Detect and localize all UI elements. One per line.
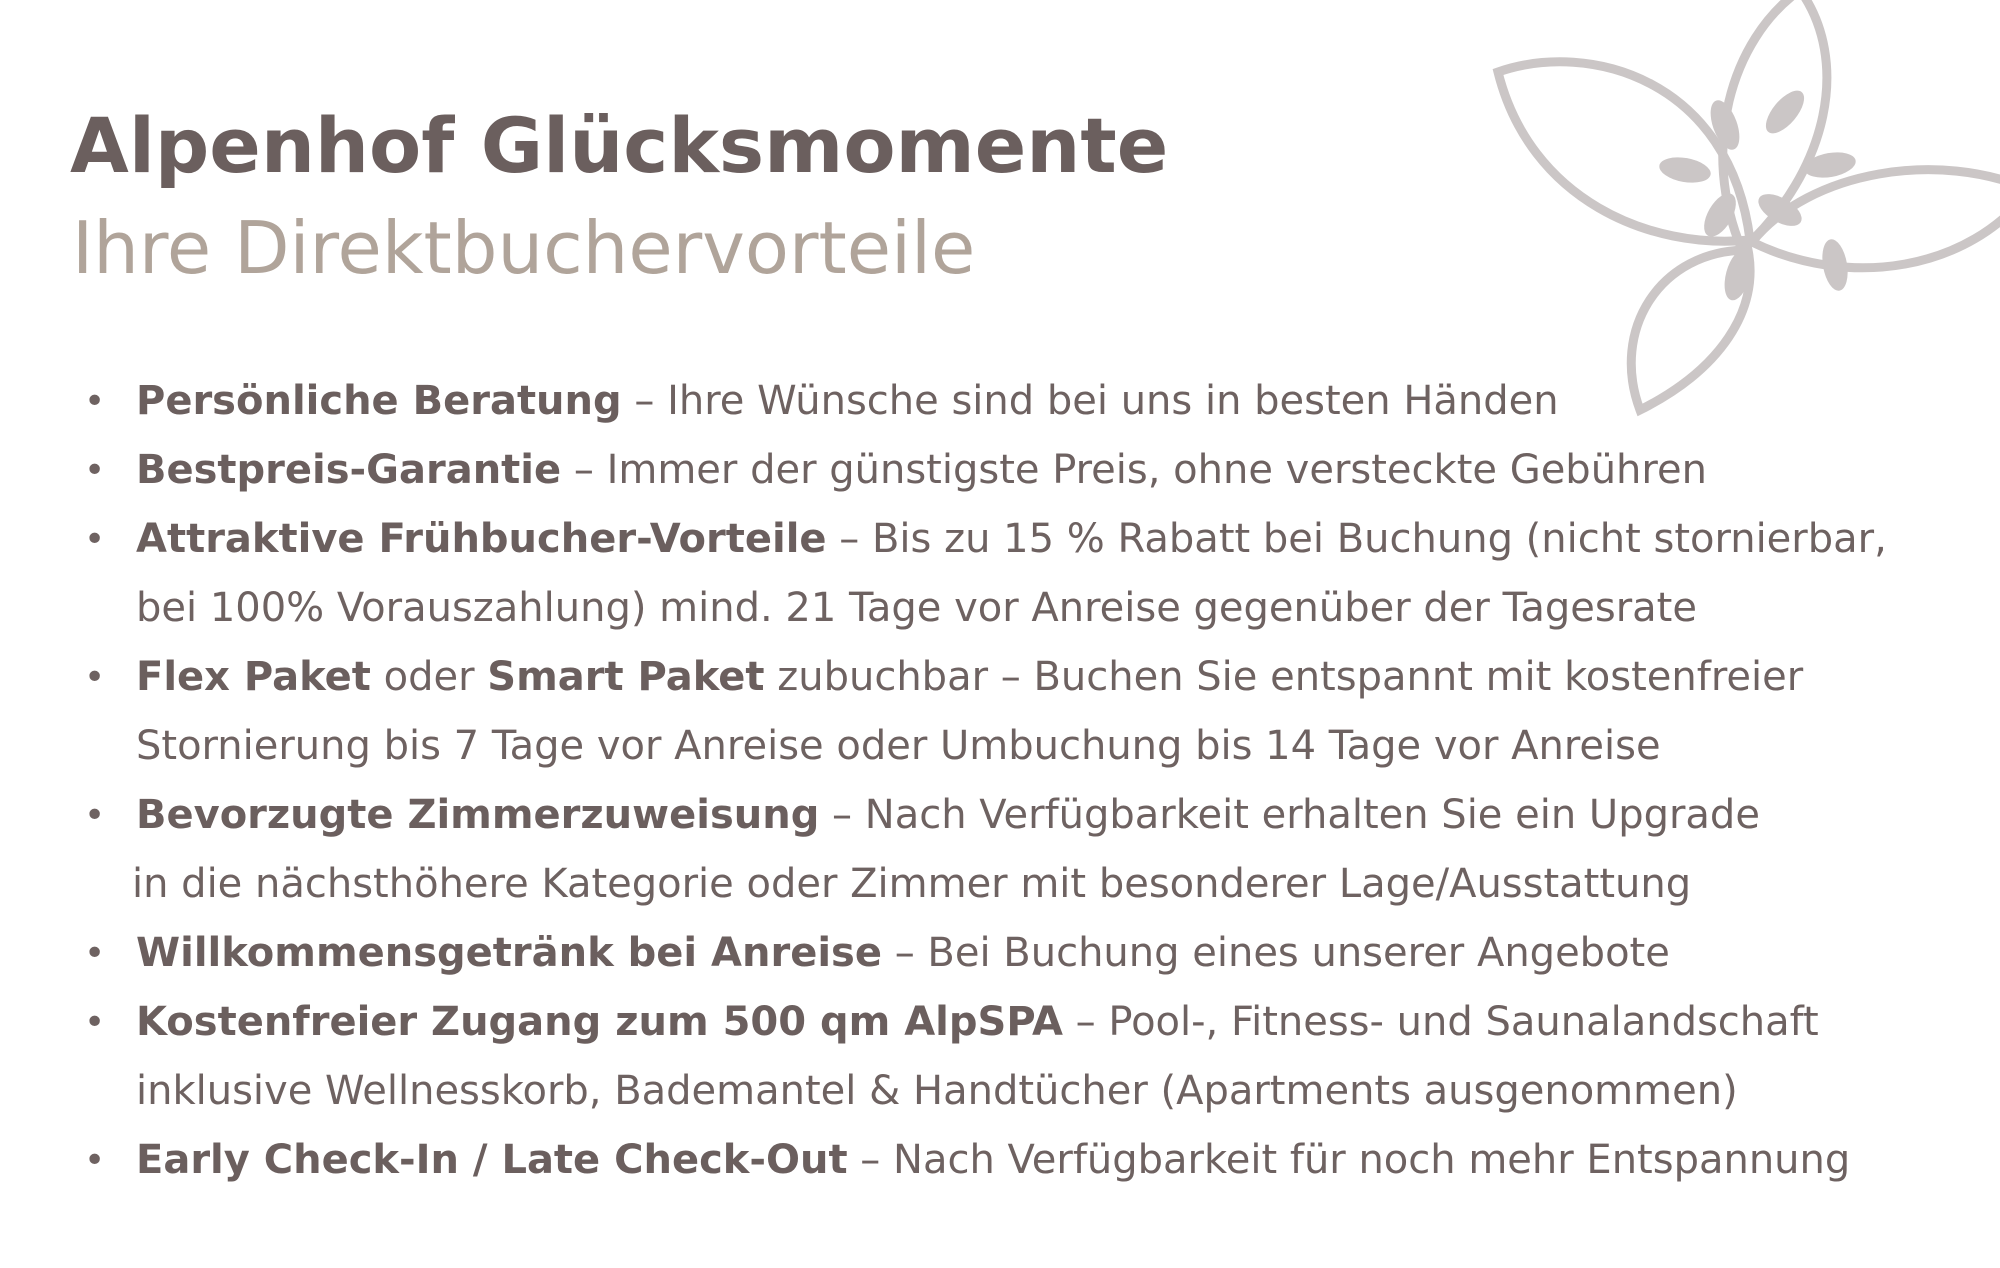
benefit-title: Early Check-In / Late Check-Out [136, 1137, 848, 1183]
bullet-icon: • [84, 381, 106, 422]
benefit-text: – Nach Verfügbarkeit erhalten Sie ein Upgrade [819, 792, 1760, 838]
benefit-item [84, 505, 1956, 643]
benefit-text: – Bis zu 15 % Rabatt bei Buchung (nicht stornierbar, [826, 516, 1887, 562]
benefit-title: Bestpreis-Garantie [136, 447, 562, 493]
benefit-title: Bevorzugte Zimmerzuweisung [136, 792, 820, 838]
bullet-icon: • [84, 933, 106, 974]
benefit-item [84, 643, 1956, 781]
benefit-text: zubuchbar – Buchen Sie entspannt mit kostenfreier [764, 654, 1804, 700]
benefit-item [84, 367, 1956, 436]
benefit-title-secondary: Smart Paket [487, 654, 765, 700]
bullet-icon: • [84, 450, 106, 491]
benefit-item [84, 919, 1956, 988]
benefit-title: Flex Paket [136, 654, 371, 700]
benefit-text-continued: Stornierung bis 7 Tage vor Anreise oder Umbuchung bis 14 Tage vor Anreise [136, 723, 1661, 769]
benefit-text: – Immer der günstigste Preis, ohne versteckte Gebühren [561, 447, 1707, 493]
benefit-text-continued: in die nächsthöhere Kategorie oder Zimmer mit besonderer Lage/Ausstattung [132, 861, 1692, 907]
benefit-title: Willkommensgetränk bei Anreise [136, 930, 882, 976]
benefit-connector: oder [370, 654, 488, 700]
benefit-text: – Bei Buchung eines unserer Angebote [881, 930, 1670, 976]
page-title: Alpenhof Glücksmomente [70, 101, 1169, 190]
bullet-icon: • [84, 519, 106, 560]
bullet-icon: • [84, 657, 106, 698]
bullet-icon: • [84, 795, 106, 836]
benefit-item [84, 781, 1956, 919]
benefit-text-continued: inklusive Wellnesskorb, Bademantel & Handtücher (Apartments ausgenommen) [136, 1068, 1738, 1114]
benefits-list [84, 367, 1956, 1195]
benefit-text: – Nach Verfügbarkeit für noch mehr Entspannung [847, 1137, 1851, 1183]
bullet-icon: • [84, 1140, 106, 1181]
bullet-icon: • [84, 1002, 106, 1043]
benefit-text-continued: bei 100% Vorauszahlung) mind. 21 Tage vor Anreise gegenüber der Tagesrate [136, 585, 1697, 631]
benefit-text: – Ihre Wünsche sind bei uns in besten Händen [621, 378, 1559, 424]
benefit-item [84, 1126, 1956, 1195]
benefit-title: Attraktive Frühbucher-Vorteile [136, 516, 827, 562]
benefit-item [84, 988, 1956, 1126]
benefit-text: – Pool-, Fitness- und Saunalandschaft [1062, 999, 1819, 1045]
page-subtitle: Ihre Direktbuchervorteile [72, 206, 976, 290]
flower-petals-logo-icon [1470, 0, 2000, 420]
benefit-title: Persönliche Beratung [136, 378, 622, 424]
benefit-item [84, 436, 1956, 505]
benefit-title: Kostenfreier Zugang zum 500 qm AlpSPA [136, 999, 1063, 1045]
